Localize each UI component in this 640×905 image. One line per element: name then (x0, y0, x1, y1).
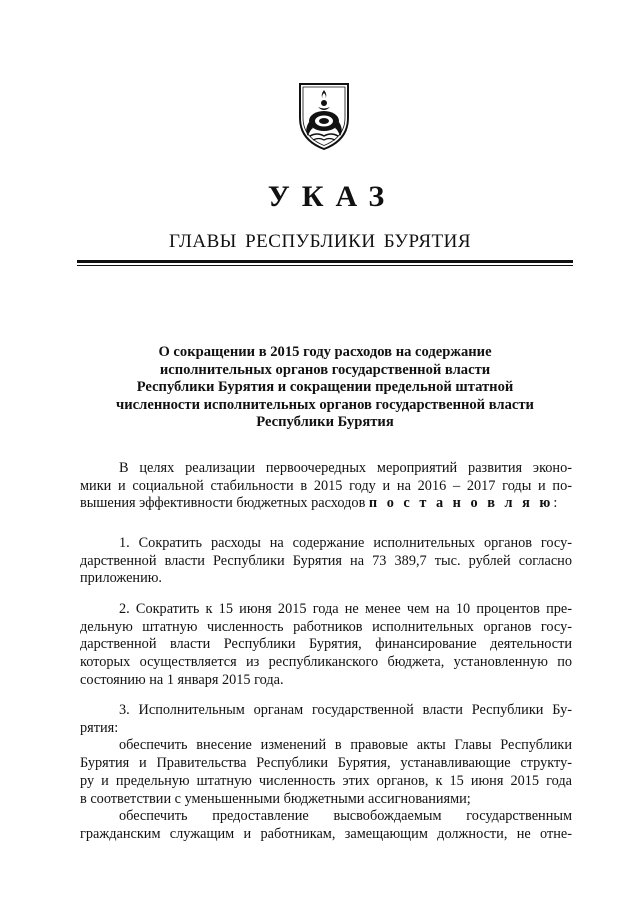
coat-of-arms-emblem (294, 78, 354, 152)
text-line: дельную штатную численность работников исполнительных органов госу- (80, 618, 572, 635)
item-3-paragraph (80, 702, 572, 844)
text-line: которых осуществляется из республиканского бюджета, установленную по (80, 654, 572, 671)
text-line: дарственной власти Республики Бурятия, финансирование деятельности (80, 636, 572, 653)
text-line: ру и предельную штатную численность этих органов, к 15 июня 2015 года (80, 772, 572, 789)
heading-line: Республики Бурятия (256, 414, 394, 430)
document-subtitle: ГЛАВЫ РЕСПУБЛИКИ БУРЯТИЯ (168, 231, 472, 252)
text-line: дарственной власти Республики Бурятия на 73 389,7 тыс. рублей согласно (80, 552, 572, 569)
document-title: УКАЗ (267, 180, 397, 213)
text-line: 3. Исполнительным органам государственной власти Республики Бу- (119, 702, 572, 718)
text-line: в соответствии с уменьшенными бюджетными ассигнованиями; (80, 790, 471, 807)
decree-keyword: п о с т а н о в л я ю (368, 495, 554, 512)
text-line: 1. Сократить расходы на содержание исполнительных органов госу- (119, 535, 572, 551)
header-divider-thick (77, 260, 573, 263)
preamble-colon: : (553, 495, 558, 512)
text-line: 2. Сократить к 15 июня 2015 года не менее чем на 10 процентов пре- (119, 601, 572, 617)
text-line (80, 495, 572, 513)
text-line: В целях реализации первоочередных мероприятий развития эконо- (119, 460, 572, 476)
item-2-paragraph (80, 601, 572, 690)
text-line: состоянию на 1 января 2015 года. (80, 671, 284, 688)
heading-line: О сокращении в 2015 году расходов на содержание (158, 344, 492, 360)
preamble-paragraph (80, 460, 572, 513)
header-divider-thin (77, 265, 573, 266)
text-line: мики и социальной стабильности в 2015 году и на 2016 – 2017 годы и по- (80, 477, 572, 494)
heading-line: Республики Бурятия и сокращении предельной штатной (136, 379, 514, 395)
text-line: Бурятия и Правительства Республики Бурятия, устанавливающие структу- (80, 755, 572, 772)
decree-heading (90, 344, 560, 432)
text-line: обеспечить внесение изменений в правовые акты Главы Республики (119, 737, 572, 754)
heading-line: исполнительных органов государственной власти (159, 361, 491, 378)
text-line: приложению. (80, 570, 162, 587)
text-line: обеспечить предоставление высвобождаемым государственным (119, 808, 572, 825)
text-line: гражданским служащим и работникам, замещающим должности, не отне- (80, 825, 572, 842)
preamble-last-text: вышения эффективности бюджетных расходов (80, 495, 369, 512)
item-1-paragraph (80, 535, 572, 588)
heading-line: численности исполнительных органов государственной власти (116, 396, 534, 413)
text-line: рятия: (80, 719, 119, 736)
